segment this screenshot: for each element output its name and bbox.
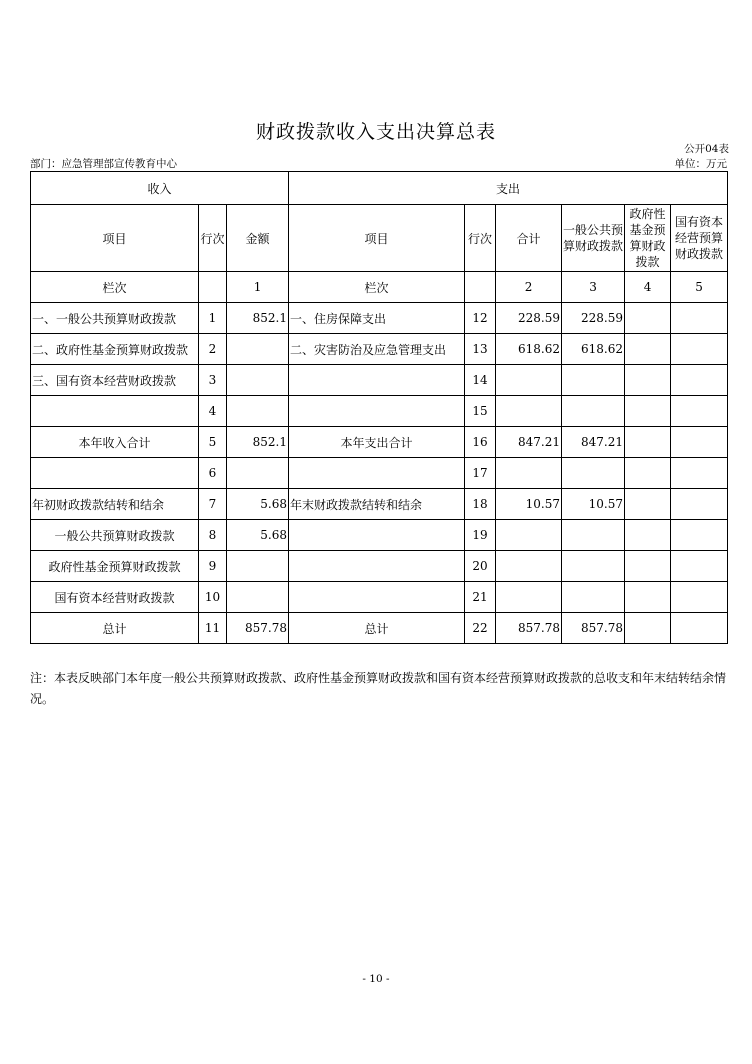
expense-line: 13 xyxy=(465,334,496,365)
column-number-row xyxy=(31,272,728,303)
income-amount: 857.78 xyxy=(227,613,289,644)
column-label-expense: 栏次 xyxy=(289,272,465,303)
table-row xyxy=(31,365,728,396)
expense-item-header: 项目 xyxy=(289,205,465,272)
expense-fund xyxy=(625,489,671,520)
income-item: 三、国有资本经营财政拨款 xyxy=(31,365,199,396)
income-line: 4 xyxy=(199,396,227,427)
expense-general: 10.57 xyxy=(562,489,625,520)
expense-line: 21 xyxy=(465,582,496,613)
income-line-header: 行次 xyxy=(199,205,227,272)
expense-total xyxy=(496,582,562,613)
expense-item: 年末财政拨款结转和结余 xyxy=(289,489,465,520)
expense-general: 618.62 xyxy=(562,334,625,365)
expense-line: 16 xyxy=(465,427,496,458)
total-header: 合计 xyxy=(496,205,562,272)
income-amount xyxy=(227,396,289,427)
income-amount xyxy=(227,582,289,613)
expense-state xyxy=(671,458,728,489)
expense-general: 847.21 xyxy=(562,427,625,458)
income-line: 7 xyxy=(199,489,227,520)
general-budget-header: 一般公共预算财政拨款 xyxy=(562,205,625,272)
expense-general xyxy=(562,365,625,396)
expense-item xyxy=(289,458,465,489)
expense-state xyxy=(671,303,728,334)
income-amount: 852.1 xyxy=(227,427,289,458)
expense-fund xyxy=(625,458,671,489)
expense-header: 支出 xyxy=(289,172,728,205)
expense-line: 17 xyxy=(465,458,496,489)
income-line: 1 xyxy=(199,303,227,334)
expense-item xyxy=(289,396,465,427)
department-label: 部门：应急管理部宣传教育中心 xyxy=(30,158,177,170)
income-amount: 852.1 xyxy=(227,303,289,334)
expense-item: 二、灾害防治及应急管理支出 xyxy=(289,334,465,365)
income-item-header: 项目 xyxy=(31,205,199,272)
expense-line: 22 xyxy=(465,613,496,644)
expense-fund xyxy=(625,396,671,427)
income-amount: 5.68 xyxy=(227,489,289,520)
budget-table xyxy=(30,171,728,644)
expense-item: 一、住房保障支出 xyxy=(289,303,465,334)
income-amount-header: 金额 xyxy=(227,205,289,272)
column-blank xyxy=(465,272,496,303)
income-line: 9 xyxy=(199,551,227,582)
income-item xyxy=(31,458,199,489)
income-amount xyxy=(227,365,289,396)
column-4: 4 xyxy=(625,272,671,303)
table-row xyxy=(31,427,728,458)
income-line: 2 xyxy=(199,334,227,365)
expense-fund xyxy=(625,427,671,458)
table-row xyxy=(31,582,728,613)
table-row xyxy=(31,613,728,644)
income-amount xyxy=(227,458,289,489)
income-amount: 5.68 xyxy=(227,520,289,551)
column-blank xyxy=(199,272,227,303)
expense-line: 15 xyxy=(465,396,496,427)
table-row xyxy=(31,396,728,427)
expense-general xyxy=(562,582,625,613)
expense-total: 857.78 xyxy=(496,613,562,644)
expense-general: 228.59 xyxy=(562,303,625,334)
income-line: 6 xyxy=(199,458,227,489)
column-1: 1 xyxy=(227,272,289,303)
expense-state xyxy=(671,551,728,582)
table-row xyxy=(31,458,728,489)
expense-fund xyxy=(625,520,671,551)
income-header: 收入 xyxy=(31,172,289,205)
column-5: 5 xyxy=(671,272,728,303)
income-item: 一、一般公共预算财政拨款 xyxy=(31,303,199,334)
unit-label: 单位：万元 xyxy=(674,158,727,170)
column-2: 2 xyxy=(496,272,562,303)
page-title: 财政拨款收入支出决算总表 xyxy=(255,121,496,143)
expense-item xyxy=(289,551,465,582)
income-item: 年初财政拨款结转和结余 xyxy=(31,489,199,520)
income-item xyxy=(31,396,199,427)
form-number: 公开04表 xyxy=(684,143,729,155)
expense-total xyxy=(496,458,562,489)
page-number: - 10 - xyxy=(362,973,390,985)
income-item: 本年收入合计 xyxy=(31,427,199,458)
expense-total: 847.21 xyxy=(496,427,562,458)
expense-fund xyxy=(625,334,671,365)
column-label: 栏次 xyxy=(31,272,199,303)
income-item: 国有资本经营财政拨款 xyxy=(31,582,199,613)
expense-state xyxy=(671,334,728,365)
expense-line: 18 xyxy=(465,489,496,520)
income-line: 11 xyxy=(199,613,227,644)
income-item: 一般公共预算财政拨款 xyxy=(31,520,199,551)
income-line: 3 xyxy=(199,365,227,396)
state-capital-header: 国有资本经营预算财政拨款 xyxy=(671,205,728,272)
income-amount xyxy=(227,551,289,582)
table-row xyxy=(31,334,728,365)
expense-fund xyxy=(625,551,671,582)
expense-total xyxy=(496,396,562,427)
header-row-top xyxy=(31,172,728,205)
column-3: 3 xyxy=(562,272,625,303)
expense-state xyxy=(671,613,728,644)
table-row xyxy=(31,520,728,551)
table-row xyxy=(31,303,728,334)
expense-fund xyxy=(625,613,671,644)
expense-state xyxy=(671,365,728,396)
expense-state xyxy=(671,427,728,458)
footnote: 注：本表反映部门本年度一般公共预算财政拨款、政府性基金预算财政拨款和国有资本经营预算财政拨款的总收支和年末结转结余情况。 xyxy=(30,671,727,706)
expense-total xyxy=(496,365,562,396)
income-item: 政府性基金预算财政拨款 xyxy=(31,551,199,582)
expense-total xyxy=(496,551,562,582)
expense-line: 12 xyxy=(465,303,496,334)
income-line: 10 xyxy=(199,582,227,613)
expense-general xyxy=(562,520,625,551)
expense-item xyxy=(289,520,465,551)
expense-fund xyxy=(625,582,671,613)
income-line: 5 xyxy=(199,427,227,458)
expense-fund xyxy=(625,365,671,396)
expense-general xyxy=(562,458,625,489)
expense-state xyxy=(671,582,728,613)
expense-general xyxy=(562,396,625,427)
fund-budget-header: 政府性基金预算财政拨款 xyxy=(625,205,671,272)
table-row xyxy=(31,489,728,520)
header-row xyxy=(31,205,728,272)
expense-item xyxy=(289,365,465,396)
table-row xyxy=(31,551,728,582)
expense-fund xyxy=(625,303,671,334)
income-amount xyxy=(227,334,289,365)
expense-line: 14 xyxy=(465,365,496,396)
expense-line-header: 行次 xyxy=(465,205,496,272)
expense-total xyxy=(496,520,562,551)
expense-item: 本年支出合计 xyxy=(289,427,465,458)
expense-item: 总计 xyxy=(289,613,465,644)
income-item: 总计 xyxy=(31,613,199,644)
income-item: 二、政府性基金预算财政拨款 xyxy=(31,334,199,365)
expense-item xyxy=(289,582,465,613)
expense-state xyxy=(671,396,728,427)
expense-state xyxy=(671,520,728,551)
expense-general: 857.78 xyxy=(562,613,625,644)
income-line: 8 xyxy=(199,520,227,551)
expense-total: 228.59 xyxy=(496,303,562,334)
expense-state xyxy=(671,489,728,520)
expense-line: 19 xyxy=(465,520,496,551)
expense-line: 20 xyxy=(465,551,496,582)
expense-total: 10.57 xyxy=(496,489,562,520)
expense-total: 618.62 xyxy=(496,334,562,365)
expense-general xyxy=(562,551,625,582)
